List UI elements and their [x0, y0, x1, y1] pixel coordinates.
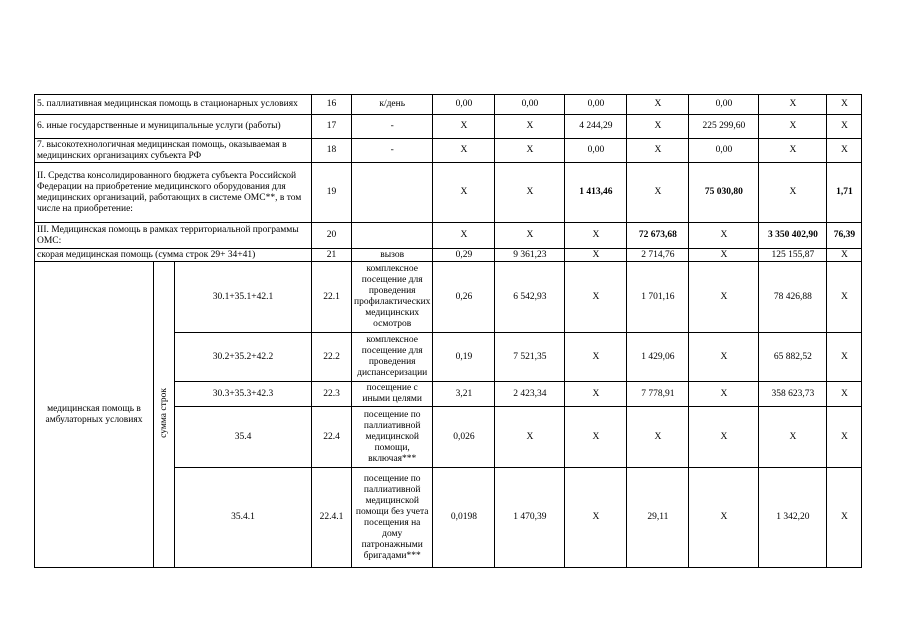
value-cell: Х — [565, 468, 627, 568]
value-cell: Х — [565, 333, 627, 382]
value-cell: Х — [689, 407, 759, 468]
value-cell: Х — [433, 139, 495, 163]
value-cell: 3,21 — [433, 382, 495, 407]
value-cell: 1 701,16 — [627, 262, 689, 333]
value-cell: 0,00 — [565, 139, 627, 163]
value-cell: 1 342,20 — [759, 468, 827, 568]
value-cell: Х — [827, 333, 862, 382]
value-cell: Х — [827, 407, 862, 468]
value-cell: 1,71 — [827, 163, 862, 223]
value-cell: 2 423,34 — [495, 382, 565, 407]
value-cell: Х — [759, 95, 827, 115]
value-cell: 7 521,35 — [495, 333, 565, 382]
row-name: II. Средства консолидированного бюджета субъекта Российской Федерации на приобретение медицинского оборудования для медицинских организаций, работающих в системе ОМС**, в том числе на приобретение: — [35, 163, 312, 223]
value-cell: Х — [433, 115, 495, 139]
value-cell: 125 155,87 — [759, 249, 827, 262]
row-name: 6. иные государственные и муниципальные услуги (работы) — [35, 115, 312, 139]
value-cell: Х — [627, 163, 689, 223]
value-cell: Х — [565, 262, 627, 333]
value-cell: Х — [689, 468, 759, 568]
value-cell: Х — [565, 223, 627, 249]
line-number: 22.3 — [312, 382, 352, 407]
row-name: скорая медицинская помощь (сумма строк 29+ 34+41) — [35, 249, 312, 262]
value-cell: 29,11 — [627, 468, 689, 568]
value-cell: 0,026 — [433, 407, 495, 468]
value-cell: 0,00 — [495, 95, 565, 115]
value-cell: 0,19 — [433, 333, 495, 382]
unit-cell: - — [352, 115, 433, 139]
line-number: 22.2 — [312, 333, 352, 382]
value-cell: Х — [827, 115, 862, 139]
lines-cell: 35.4.1 — [175, 468, 312, 568]
value-cell: 1 413,46 — [565, 163, 627, 223]
line-number: 22.4 — [312, 407, 352, 468]
value-cell: 0,26 — [433, 262, 495, 333]
line-number: 17 — [312, 115, 352, 139]
value-cell: 3 350 402,90 — [759, 223, 827, 249]
unit-cell — [352, 223, 433, 249]
value-cell: Х — [433, 163, 495, 223]
value-cell: 358 623,73 — [759, 382, 827, 407]
value-cell: Х — [433, 223, 495, 249]
unit-cell: комплексное посещение для проведения профилактических медицинских осмотров — [352, 262, 433, 333]
value-cell: 4 244,29 — [565, 115, 627, 139]
table-row — [35, 223, 862, 249]
value-cell: Х — [627, 139, 689, 163]
table-row — [35, 115, 862, 139]
value-cell: Х — [759, 163, 827, 223]
value-cell: Х — [689, 223, 759, 249]
value-cell: Х — [495, 223, 565, 249]
table-row — [35, 163, 862, 223]
value-cell: Х — [565, 249, 627, 262]
value-cell: Х — [627, 407, 689, 468]
value-cell: 9 361,23 — [495, 249, 565, 262]
value-cell: 0,00 — [565, 95, 627, 115]
value-cell: 1 429,06 — [627, 333, 689, 382]
value-cell: 225 299,60 — [689, 115, 759, 139]
value-cell: Х — [759, 115, 827, 139]
line-number: 22.1 — [312, 262, 352, 333]
value-cell: Х — [495, 139, 565, 163]
value-cell: 78 426,88 — [759, 262, 827, 333]
value-cell: Х — [759, 407, 827, 468]
value-cell: 2 714,76 — [627, 249, 689, 262]
value-cell: Х — [627, 95, 689, 115]
value-cell: 0,29 — [433, 249, 495, 262]
value-cell: 65 882,52 — [759, 333, 827, 382]
value-cell: Х — [827, 382, 862, 407]
line-number: 16 — [312, 95, 352, 115]
line-number: 22.4.1 — [312, 468, 352, 568]
value-cell: 75 030,80 — [689, 163, 759, 223]
line-number: 19 — [312, 163, 352, 223]
unit-cell: вызов — [352, 249, 433, 262]
value-cell: Х — [689, 333, 759, 382]
table-row — [35, 139, 862, 163]
value-cell: 0,00 — [433, 95, 495, 115]
value-cell: Х — [689, 382, 759, 407]
line-number: 20 — [312, 223, 352, 249]
unit-cell: посещение по паллиативной медицинской помощи без учета посещения на дому патронажными бригадами*** — [352, 468, 433, 568]
row-name: 7. высокотехнологичная медицинская помощь, оказываемая в медицинских организациях субъекта РФ — [35, 139, 312, 163]
row-name: 5. паллиативная медицинская помощь в стационарных условиях — [35, 95, 312, 115]
value-cell: Х — [565, 407, 627, 468]
value-cell: 1 470,39 — [495, 468, 565, 568]
value-cell: Х — [495, 115, 565, 139]
table-row — [35, 262, 862, 333]
unit-cell — [352, 163, 433, 223]
value-cell: Х — [495, 163, 565, 223]
lines-cell: 30.3+35.3+42.3 — [175, 382, 312, 407]
lines-cell: 30.2+35.2+42.2 — [175, 333, 312, 382]
value-cell: Х — [759, 139, 827, 163]
value-cell: 72 673,68 — [627, 223, 689, 249]
value-cell: Х — [565, 382, 627, 407]
value-cell: 7 778,91 — [627, 382, 689, 407]
table-row — [35, 95, 862, 115]
table-row — [35, 249, 862, 262]
unit-cell: посещение по паллиативной медицинской помощи, включая*** — [352, 407, 433, 468]
value-cell: Х — [627, 115, 689, 139]
value-cell: Х — [689, 249, 759, 262]
value-cell: Х — [827, 468, 862, 568]
value-cell: Х — [827, 249, 862, 262]
value-cell: 0,00 — [689, 95, 759, 115]
value-cell: 6 542,93 — [495, 262, 565, 333]
unit-cell: - — [352, 139, 433, 163]
value-cell: Х — [689, 262, 759, 333]
lines-cell: 30.1+35.1+42.1 — [175, 262, 312, 333]
budget-table — [34, 94, 862, 568]
sum-label-cell — [154, 262, 175, 568]
group-label: медицинская помощь в амбулаторных условиях — [35, 262, 154, 568]
unit-cell: комплексное посещение для проведения диспансеризации — [352, 333, 433, 382]
line-number: 21 — [312, 249, 352, 262]
value-cell: 76,39 — [827, 223, 862, 249]
lines-cell: 35.4 — [175, 407, 312, 468]
unit-cell: к/день — [352, 95, 433, 115]
value-cell: Х — [827, 139, 862, 163]
value-cell: Х — [495, 407, 565, 468]
unit-cell: посещение с иными целями — [352, 382, 433, 407]
value-cell: 0,0198 — [433, 468, 495, 568]
value-cell: Х — [827, 95, 862, 115]
line-number: 18 — [312, 139, 352, 163]
sum-label: сумма строк — [158, 387, 169, 438]
value-cell: 0,00 — [689, 139, 759, 163]
value-cell: Х — [827, 262, 862, 333]
row-name: III. Медицинская помощь в рамках территориальной программы ОМС: — [35, 223, 312, 249]
